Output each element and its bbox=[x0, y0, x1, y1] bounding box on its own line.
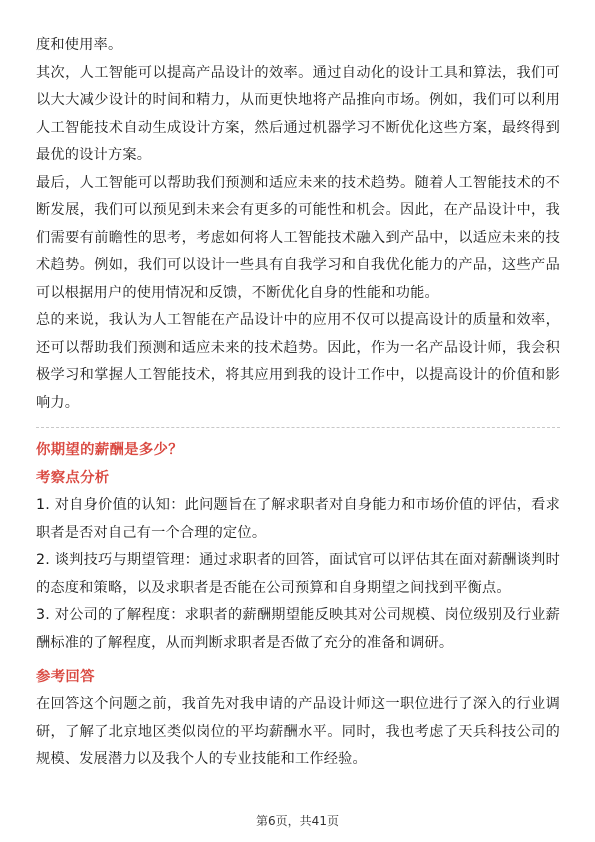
body-paragraph: 度和使用率。 bbox=[36, 37, 123, 53]
analysis-heading: 考察点分析 bbox=[36, 470, 110, 486]
document-page bbox=[36, 32, 560, 774]
interview-question: 你期望的薪酬是多少？ bbox=[36, 442, 183, 458]
analysis-item: 1. 对自身价值的认知：此问题旨在了解求职者对自身能力和市场价值的评估，看求职者是否对自己有一个合理的定位。 bbox=[36, 497, 560, 541]
body-paragraph: 总的来说，我认为人工智能在产品设计中的应用不仅可以提高设计的质量和效率，还可以帮助我们预测和适应未来的技术趋势。因此，作为一名产品设计师，我会积极学习和掌握人工智能技术，将其应用到我的设计工作中，以提高设计的价值和影响力。 bbox=[36, 312, 560, 411]
answer-paragraph: 在回答这个问题之前，我首先对我申请的产品设计师这一职位进行了深入的行业调研，了解了北京地区类似岗位的平均薪酬水平。同时，我也考虑了天兵科技公司的规模、发展潜力以及我个人的专业技能和工作经验。 bbox=[36, 696, 560, 767]
section-divider bbox=[36, 427, 560, 428]
body-paragraph: 其次，人工智能可以提高产品设计的效率。通过自动化的设计工具和算法，我们可以大大减少设计的时间和精力，从而更快地将产品推向市场。例如，我们可以利用人工智能技术自动生成设计方案，然后通过机器学习不断优化这些方案，最终得到最优的设计方案。 bbox=[36, 64, 560, 163]
body-paragraph: 最后，人工智能可以帮助我们预测和适应未来的技术趋势。随着人工智能技术的不断发展，我们可以预见到未来会有更多的可能性和机会。因此，在产品设计中，我们需要有前瞻性的思考，考虑如何将人工智能技术融入到产品中，以适应未来的技术趋势。例如，我们可以设计一些具有自我学习和自我优化能力的产品，这些产品可以根据用户的使用情况和反馈，不断优化自身的性能和功能。 bbox=[36, 174, 560, 301]
page-number: 第6页，共41页 bbox=[256, 814, 339, 828]
answer-heading: 参考回答 bbox=[36, 669, 95, 685]
spacer bbox=[36, 657, 560, 665]
analysis-item: 3. 对公司的了解程度：求职者的薪酬期望能反映其对公司规模、岗位级别及行业薪酬标准的了解程度，从而判断求职者是否做了充分的准备和调研。 bbox=[36, 607, 560, 651]
analysis-item: 2. 谈判技巧与期望管理：通过求职者的回答，面试官可以评估其在面对薪酬谈判时的态度和策略，以及求职者是否能在公司预算和自身期望之间找到平衡点。 bbox=[36, 552, 560, 596]
